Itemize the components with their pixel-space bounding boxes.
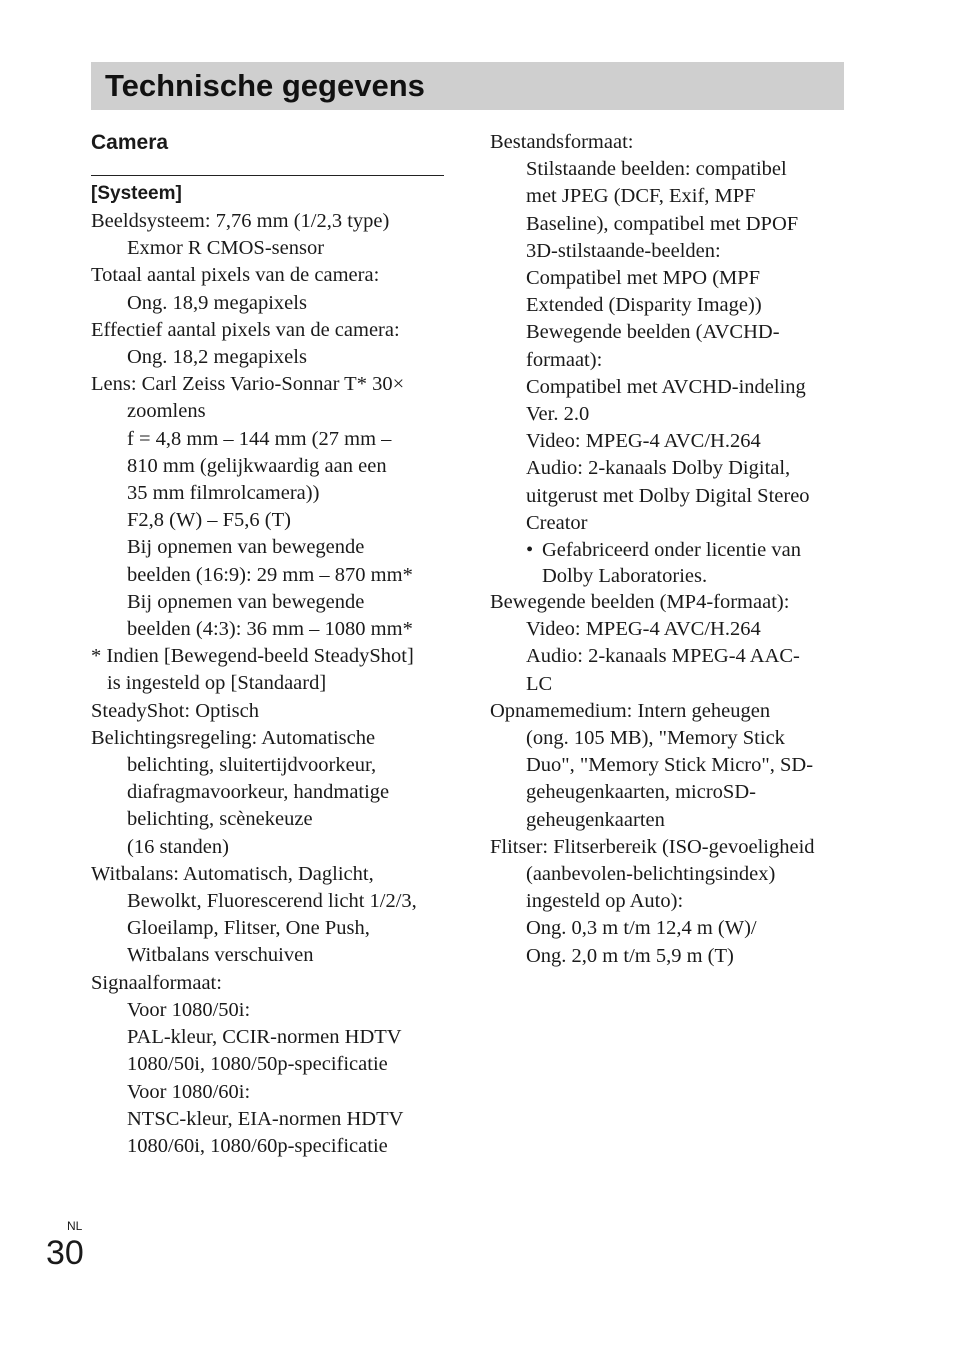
spec-value-line: PAL-kleur, CCIR-normen HDTV (127, 1026, 402, 1049)
spec-value-line: beelden (16:9): 29 mm – 870 mm* (127, 563, 413, 586)
left-column (91, 128, 451, 1160)
bullet-item (490, 537, 850, 563)
spec-label-line: Effectief aantal pixels van de camera: (91, 318, 400, 341)
page-number: 30 (46, 1234, 84, 1272)
spec-value-line: LC (526, 672, 553, 695)
spec-value-line: Compatibel met MPO (MPF (526, 267, 761, 290)
spec-label-line: Belichtingsregeling: Automatische (91, 726, 376, 749)
left-column-body (91, 208, 451, 1160)
spec-value-line: 1080/60i, 1080/60p-specificatie (127, 1134, 388, 1157)
spec-value-line: Duo", "Memory Stick Micro", SD- (526, 754, 814, 777)
spec-value-line: Video: MPEG-4 AVC/H.264 (526, 430, 761, 453)
spec-value-line: Bij opnemen van bewegende (127, 536, 365, 559)
spec-value-line: is ingesteld op [Standaard] (107, 672, 327, 695)
spec-value-line: ingesteld op Auto): (526, 890, 684, 913)
right-column-body (490, 129, 850, 970)
spec-value-line: Stilstaande beelden: compatibel (526, 158, 787, 181)
spec-value-line: Dolby Laboratories. (542, 565, 708, 588)
spec-label-line: Bestandsformaat: (490, 131, 634, 153)
spec-value-line: geheugenkaarten (526, 808, 665, 831)
spec-value-line: 35 mm filmrolcamera)) (127, 482, 320, 505)
spec-value-line: 1080/50i, 1080/50p-specificatie (127, 1053, 388, 1076)
spec-value-line: (aanbevolen-belichtingsindex) (526, 863, 776, 886)
spec-value-line: Ong. 0,3 m t/m 12,4 m (W)/ (526, 917, 757, 940)
spec-label-line: Bewegende beelden (MP4-formaat): (490, 591, 790, 614)
spec-value-line: Ver. 2.0 (526, 403, 590, 426)
spec-value-line: Bewolkt, Fluorescerend licht 1/2/3, (127, 890, 417, 913)
spec-value-line: belichting, scènekeuze (127, 808, 313, 831)
spec-label-line: Witbalans: Automatisch, Daglicht, (91, 862, 374, 885)
spec-label-line: Beeldsysteem: 7,76 mm (1/2,3 type) (91, 210, 390, 232)
spec-value-line: Exmor R CMOS-sensor (127, 237, 325, 260)
spec-value-line: uitgerust met Dolby Digital Stereo (526, 484, 810, 507)
spec-value-line: Audio: 2-kanaals MPEG-4 AAC- (526, 645, 800, 668)
spec-value-line: Gloeilamp, Flitser, One Push, (127, 917, 370, 940)
spec-label-line: Flitser: Flitserbereik (ISO-gevoeligheid (490, 835, 815, 858)
spec-value-line: belichting, sluitertijdvoorkeur, (127, 754, 377, 777)
spec-value-line: Ong. 18,2 megapixels (127, 346, 307, 369)
spec-value-line: Audio: 2-kanaals Dolby Digital, (526, 457, 791, 480)
page-title: Technische gegevens (105, 68, 425, 103)
title-bar (91, 62, 844, 110)
spec-value-line: Compatibel met AVCHD-indeling (526, 375, 806, 398)
spec-value-line: met JPEG (DCF, Exif, MPF (526, 185, 756, 208)
spec-value-line: NTSC-kleur, EIA-normen HDTV (127, 1107, 404, 1130)
spec-value-line: (ong. 105 MB), "Memory Stick (526, 727, 785, 750)
spec-label-line: * Indien [Bewegend-beeld SteadyShot] (91, 645, 414, 668)
spec-value-line: Ong. 18,9 megapixels (127, 291, 307, 314)
spec-value-line: beelden (4:3): 36 mm – 1080 mm* (127, 618, 413, 641)
section-heading: Camera (91, 131, 169, 154)
subsection-heading: [Systeem] (91, 175, 444, 207)
spec-label-line: Signaalformaat: (91, 971, 222, 994)
spec-label-line: Lens: Carl Zeiss Vario-Sonnar T* 30× (91, 373, 405, 396)
spec-label-line: Totaal aantal pixels van de camera: (91, 264, 380, 287)
page-language: NL (67, 1219, 83, 1233)
bullet-marker: • (526, 539, 534, 562)
spec-value-line: Bij opnemen van bewegende (127, 590, 365, 613)
spec-value-line: Video: MPEG-4 AVC/H.264 (526, 618, 761, 641)
spec-value-line: geheugenkaarten, microSD- (526, 781, 756, 804)
spec-value-line: Bewegende beelden (AVCHD- (526, 321, 780, 344)
spec-value-line: 810 mm (gelijkwaardig aan een (127, 454, 387, 477)
spec-value-line: zoomlens (127, 400, 206, 423)
spec-value-line: diafragmavoorkeur, handmatige (127, 781, 390, 804)
spec-value-line: 3D-stilstaande-beelden: (526, 239, 721, 262)
spec-value-line: Baseline), compatibel met DPOF (526, 212, 799, 235)
spec-value-line: F2,8 (W) – F5,6 (T) (127, 509, 291, 532)
spec-value-line: Extended (Disparity Image)) (526, 294, 762, 317)
spec-value-line: Ong. 2,0 m t/m 5,9 m (T) (526, 944, 734, 967)
spec-label-line: Opnamemedium: Intern geheugen (490, 699, 771, 722)
right-column (490, 129, 850, 970)
spec-value-line: formaat): (526, 348, 603, 371)
spec-label-line: SteadyShot: Optisch (91, 699, 259, 722)
spec-value-line: Witbalans verschuiven (127, 944, 314, 967)
spec-value-line: Voor 1080/50i: (127, 998, 251, 1021)
bullet-text: Gefabriceerd onder licentie van (542, 539, 801, 562)
spec-value-line: f = 4,8 mm – 144 mm (27 mm – (127, 427, 392, 450)
spec-value-line: Creator (526, 511, 588, 534)
spec-value-line: (16 standen) (127, 835, 229, 858)
spec-value-line: Voor 1080/60i: (127, 1080, 251, 1103)
